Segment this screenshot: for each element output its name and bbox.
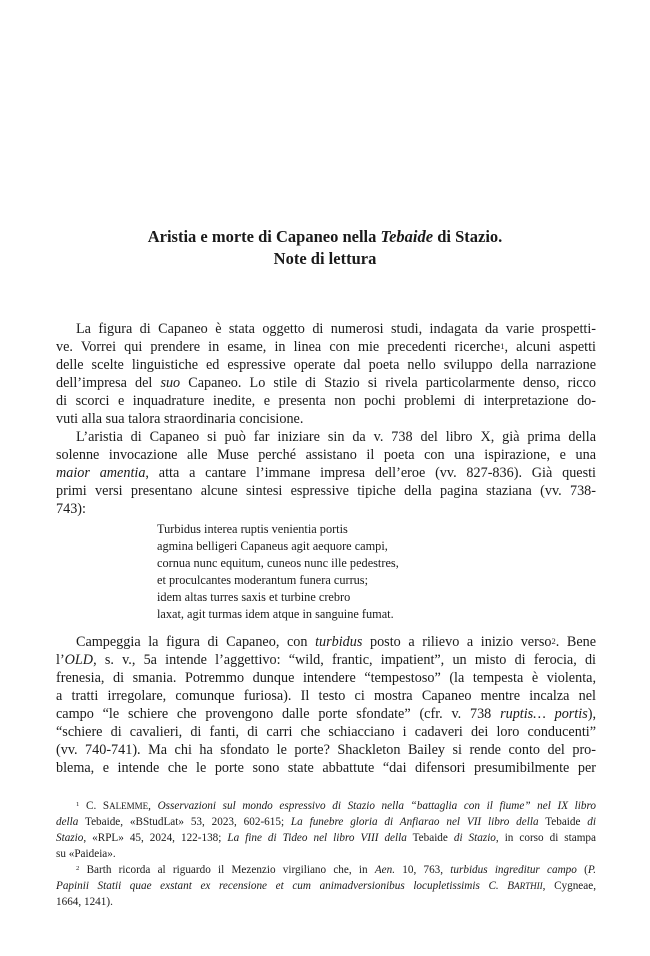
verse-line: cornua nunc equitum, cuneos nunc ille pedestres, — [157, 556, 399, 570]
footnote-line: $^1$ C. SALEMME, Osservazioni sul mondo espressivo di Stazio nella “battaglia con il fiume” nel IX libro — [76, 800, 597, 812]
text-line: l’OLD, s. v., 5a intende l’aggettivo: “wild, frantic, impatient”, un misto di ferocia, di — [56, 652, 596, 668]
footnote-line: Stazio, «RPL» 45, 2024, 122-138; La fine di Tideo nel libro VIII della Tebaide di Stazio, in corso di stampa — [56, 832, 596, 844]
text-line: ve. Vorrei qui prendere in esame, in linea con mie precedenti ricerche$^1$, alcuni aspetti — [56, 339, 596, 355]
footnote-line: della Tebaide, «BStudLat» 53, 2023, 602-615; La funebre gloria di Anfiarao nel VII libro della Tebaide di — [56, 816, 596, 828]
text-line: L’aristia di Capaneo si può far iniziare sin da v. 738 del libro X, già prima della — [76, 429, 596, 445]
text-line: delle scelte linguistiche ed espressive operate dal poeta nello sviluppo della narrazione — [56, 357, 596, 373]
text-line: 743): — [56, 501, 86, 517]
footnote-line: su «Paideia». — [56, 848, 116, 860]
text-line: (vv. 740-741). Ma chi ha sfondato le porte? Shackleton Bailey si rende conto del pro- — [56, 742, 596, 758]
verse-line: Turbidus interea ruptis venientia portis — [157, 522, 348, 536]
text-line: frenesia, di smania. Potremmo dunque intendere “tempestoso” (la tempesta è violenta, — [56, 670, 596, 686]
footnote-line: 1664, 1241). — [56, 896, 113, 908]
verse-line: idem altas turres saxis et turbine crebro — [157, 590, 351, 604]
text-line: primi versi presentano alcune sintesi espressive tipiche della pagina staziana (vv. 738- — [56, 483, 596, 499]
text-line: “schiere di cavalieri, di fanti, di carri che schiacciano i cadaveri dei loro conducenti” — [56, 724, 596, 740]
text-line: campo “le schiere che provengono dalle porte sfondate” (cfr. v. 738 ruptis… portis), — [56, 706, 596, 722]
text-line: blema, e intende che le porte sono state abbattute “dai difensori presumibilmente per — [56, 760, 596, 776]
verse-line: laxat, agit turmas idem atque in sanguine fumat. — [157, 607, 394, 621]
verse-line: agmina belligeri Capaneus agit aequore campi, — [157, 539, 388, 553]
footnote-ref-2[interactable]: 2 — [551, 636, 556, 646]
footnote-ref-1[interactable]: 1 — [500, 341, 505, 351]
title-line-2: Note di lettura — [273, 249, 377, 268]
text-line: vuti alla sua talora straordinaria concisione. — [56, 411, 304, 427]
text-line: a tratti irregolare, comunque furiosa). Il testo ci mostra Capaneo mentre incalza nel — [56, 688, 596, 704]
footnote-line: Papinii Statii quae exstant ex recensione et cum animadversionibus locupletissimis C. BARTHII, Cygneae, — [56, 880, 597, 892]
article-title — [0, 226, 650, 270]
text-line: solenne invocazione alle Muse perché assistano il poeta con una ispirazione, e una — [56, 447, 596, 463]
footnote-line: $^2$ Barth ricorda al riguardo il Mezenzio virgiliano che, in Aen. 10, 763, turbidus ingreditur campo (P. — [76, 864, 596, 876]
text-line: La figura di Capaneo è stata oggetto di numerosi studi, indagata da varie prospetti- — [76, 321, 596, 337]
text-line: maior amentia, atta a cantare l’immane impresa dell’eroe (vv. 827-836). Già questi — [56, 465, 596, 481]
text-line: di scorci e inquadrature inedite, e presenta non pochi problemi di interpretazione do- — [56, 393, 596, 409]
text-line: dell’impresa del suo Capaneo. Lo stile di Stazio si rivela particolarmente denso, ricco — [56, 375, 596, 391]
text-line: Campeggia la figura di Capaneo, con turbidus posto a rilievo a inizio verso$^2$. Bene — [76, 634, 597, 650]
title-line-1: Aristia e morte di Capaneo nella Tebaide di Stazio. — [147, 227, 503, 246]
verse-line: et proculcantes moderantum funera currus; — [157, 573, 369, 587]
